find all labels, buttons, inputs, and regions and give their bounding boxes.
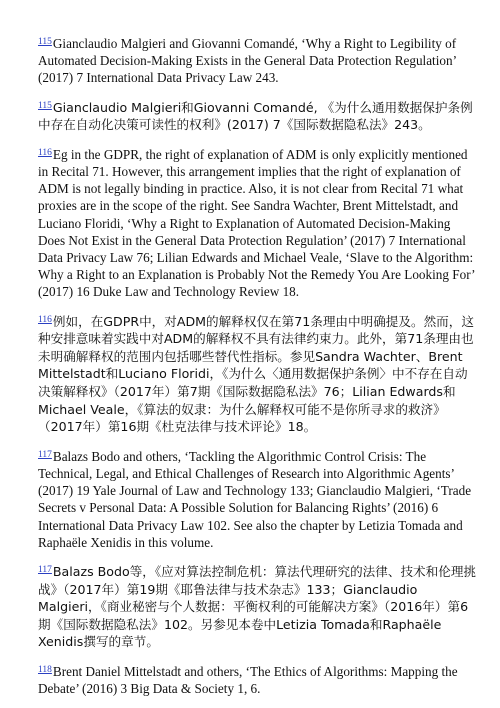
footnote-text: Eg in the GDPR, the right of explanation of ADM is only explicitly mentioned in Recital 71. However, this arrangement implies that the right of explanation of ADM is not legally binding in practice. Also, it is not clear from Recital 71 what proxies are in the scope of the right. See Sandra Wachter, Brent Mittelstadt, and Luciano Floridi, ‘Why a Right to Explanation of Automated Decision-Making Does Not Exist in the General Data Protection Regulation’ (2017) 7 International Data Privacy Law 76; Lilian Edwards and Michael Veale, ‘Slave to the Algorithm: Why a Right to an Explanation is Probably Not the Remedy You Are Looking For’ (2017) 16 Duke Law and Technology Review 18. — [38, 146, 475, 300]
footnote-117-en — [38, 447, 478, 551]
footnote-text: Gianclaudio Malgieri and Giovanni Comandé, ‘Why a Right to Legibility of Automated Decision-Making Exists in the General Data Protection Regulation’ (2017) 7 International Data Privacy Law 243. — [38, 36, 457, 86]
footnote-number-link[interactable]: 115 — [38, 100, 52, 111]
footnote-number-link[interactable]: 116 — [38, 314, 52, 325]
footnote-number-link[interactable]: 117 — [38, 565, 52, 575]
footnote-text: Balazs Bodo and others, ‘Tackling the Algorithmic Control Crisis: The Technical, Legal, and Ethical Challenges of Research into Algorithmic Agents’ (2017) 19 Yale Journal of Law and Technology 133; Gianclaudio Malgieri, ‘Trade Secrets v Personal Data: A Possible Solution for Balancing Rights’ (2016) 6 International Data Privacy Law 102. See also the chapter by Letizia Tomada and Raphaële Xenidis in this volume. — [38, 448, 472, 550]
footnote-number-link[interactable]: 115 — [38, 37, 52, 47]
footnote-116-en — [38, 145, 478, 301]
footnote-117-zh — [38, 562, 478, 651]
footnote-number-link[interactable]: 116 — [38, 147, 52, 158]
footnote-118-en — [38, 662, 478, 697]
footnote-116-zh — [38, 312, 478, 436]
footnotes-page — [38, 34, 478, 708]
footnote-number-link[interactable]: 118 — [38, 664, 52, 675]
footnote-115-zh — [38, 98, 478, 134]
footnote-115-en — [38, 34, 478, 87]
footnote-text: Balazs Bodo等，《应对算法控制危机：算法代理研究的法律、技术和伦理挑战》（2017年）第19期《耶鲁法律与技术杂志》133；Gianclaudio Malgieri，《商业秘密与个人数据：平衡权利的可能解决方案》（2016年）第6期《国际数据隐私法》102。另参见本卷中Letizia Tomada和Raphaële Xenidis撰写的章节。 — [38, 564, 477, 650]
footnote-text: 例如，在GDPR中，对ADM的解释权仅在第71条理由中明确提及。然而，这种安排意味着实践中对ADM的解释权不具有法律约束力。此外，第71条理由也未明确解释权的范围内包括哪些替代性指标。参见Sandra Wachter、Brent Mittelstadt和Luciano Floridi，《为什么〈通用数据保护条例〉中不存在自动决策解释权》（2017年）第7期《国际数据隐私法》76；Lilian Edwards和Michael Veale，《算法的奴隶：为什么解释权可能不是你所寻求的救济》（2017年）第16期《杜克法律与技术评论》18。 — [38, 313, 474, 435]
footnote-text: Brent Daniel Mittelstadt and others, ‘The Ethics of Algorithms: Mapping the Debate’ (2016) 3 Big Data & Society 1, 6. — [38, 663, 458, 697]
footnote-number-link[interactable]: 117 — [38, 449, 52, 460]
footnote-text: Gianclaudio Malgieri和Giovanni Comandé, 《为什么通用数据保护条例中存在自动化决策可读性的权利》(2017) 7《国际数据隐私法》243。 — [38, 99, 473, 133]
